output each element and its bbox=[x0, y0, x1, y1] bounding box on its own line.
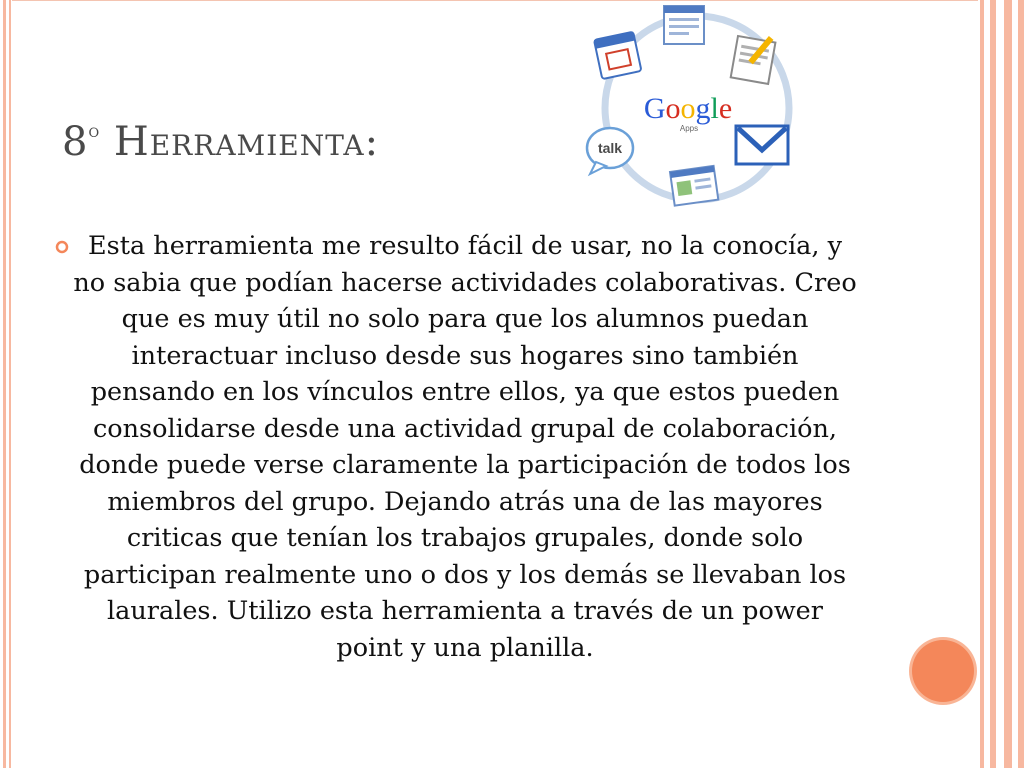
google-apps-logo bbox=[644, 92, 732, 133]
calendar-icon bbox=[594, 32, 641, 79]
title-ordinal: o bbox=[88, 121, 101, 142]
right-border-stripe bbox=[990, 0, 996, 768]
google-apps-graphic bbox=[580, 0, 810, 222]
left-border bbox=[0, 0, 12, 768]
bullet-icon bbox=[55, 240, 69, 254]
google-logo-text: Google bbox=[643, 92, 733, 125]
title-number: 8 bbox=[62, 119, 89, 165]
top-rule bbox=[12, 0, 978, 1]
sites-icon bbox=[664, 6, 704, 44]
page-creator-icon bbox=[670, 166, 718, 206]
right-border-stripe bbox=[1018, 0, 1024, 768]
right-border-stripe bbox=[1004, 0, 1012, 768]
google-apps-subtext: Apps bbox=[679, 124, 699, 133]
slide-title bbox=[62, 108, 379, 166]
title-text: Herramienta: bbox=[113, 119, 380, 165]
talk-icon-label: talk bbox=[597, 140, 623, 156]
right-border-stripe bbox=[980, 0, 984, 768]
bullet-text: Esta herramienta me resulto fácil de usar, no la conocía, y no sabia que podían hacerse actividades colaborativas. Creo que es muy útil no solo para que los alumnos puedan interactuar incluso desde sus hogares sino también pensando en los vínculos entre ellos, ya que estos pueden consolidarse desde una actividad grupal de colaboración, donde puede verse claramente la participación de todos los miembros del grupo. Dejando atrás una de las mayores criticas que tenían los trabajos grupales, donde solo participan realmente uno o dos y los demás se llevaban los laurales. Utilizo esta herramienta a través de un power point y una planilla. bbox=[73, 231, 857, 663]
left-border-stripe bbox=[3, 0, 6, 768]
gmail-icon bbox=[736, 126, 788, 164]
docs-icon bbox=[731, 31, 777, 84]
right-border bbox=[978, 0, 1024, 768]
left-border-stripe bbox=[9, 0, 11, 768]
orange-decoration-circle bbox=[912, 640, 974, 702]
